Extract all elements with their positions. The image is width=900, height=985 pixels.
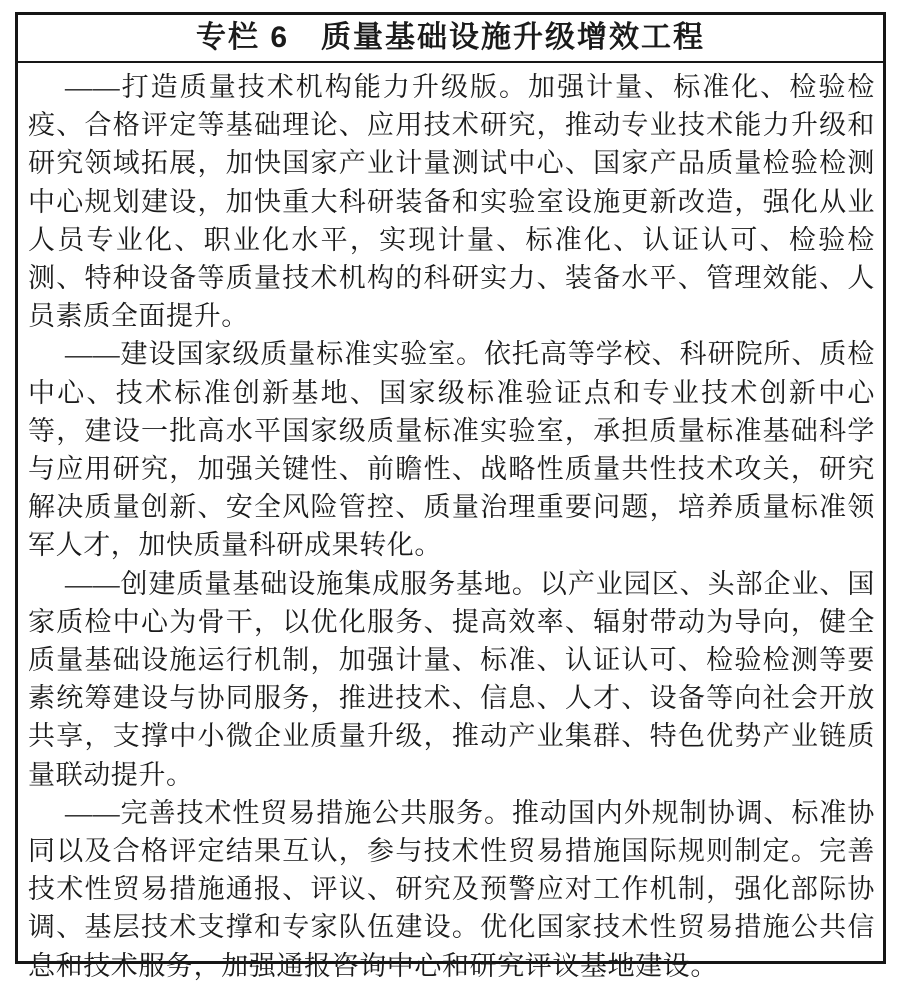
paragraph: ——建设国家级质量标准实验室。依托高等学校、科研院所、质检中心、技术标准创新基地、国家级标准验证点和专业技术创新中心等，建设一批高水平国家级质量标准实验室，承担质量标准基础科学与应用研究，加强关键性、前瞻性、战略性质量共性技术攻关，研究解决质量创新、安全风险管控、质量治理重要问题，培养质量标准领军人才，加快质量科研成果转化。: [28, 339, 875, 561]
paragraph: ——完善技术性贸易措施公共服务。推动国内外规制协调、标准协同以及合格评定结果互认，参与技术性贸易措施国际规则制定。完善技术性贸易措施通报、评议、研究及预警应对工作机制，强化部际协调、基层技术支撑和专家队伍建设。优化国家技术性贸易措施公共信息和技术服务，加强通报咨询中心和研究评议基地建设。: [28, 797, 875, 981]
box-body: [18, 63, 883, 985]
paragraph: ——创建质量基础设施集成服务基地。以产业园区、头部企业、国家质检中心为骨干，以优化服务、提高效率、辐射带动为导向，健全质量基础设施运行机制，加强计量、标准、认证认可、检验检测等要素统筹建设与协同服务，推进技术、信息、人才、设备等向社会开放共享，支撑中小微企业质量升级，推动产业集群、特色优势产业链质量联动提升。: [28, 568, 875, 790]
paragraph: ——打造质量技术机构能力升级版。加强计量、标准化、检验检疫、合格评定等基础理论、应用技术研究，推动专业技术能力升级和研究领域拓展，加快国家产业计量测试中心、国家产品质量检验检测中心规划建设，加快重大科研装备和实验室设施更新改造，强化从业人员专业化、职业化水平，实现计量、标准化、认证认可、检验检测、特种设备等质量技术机构的科研实力、装备水平、管理效能、人员素质全面提升。: [28, 72, 875, 332]
callout-box: [15, 12, 886, 981]
box-title: 专栏 6 质量基础设施升级增效工程: [18, 15, 883, 63]
